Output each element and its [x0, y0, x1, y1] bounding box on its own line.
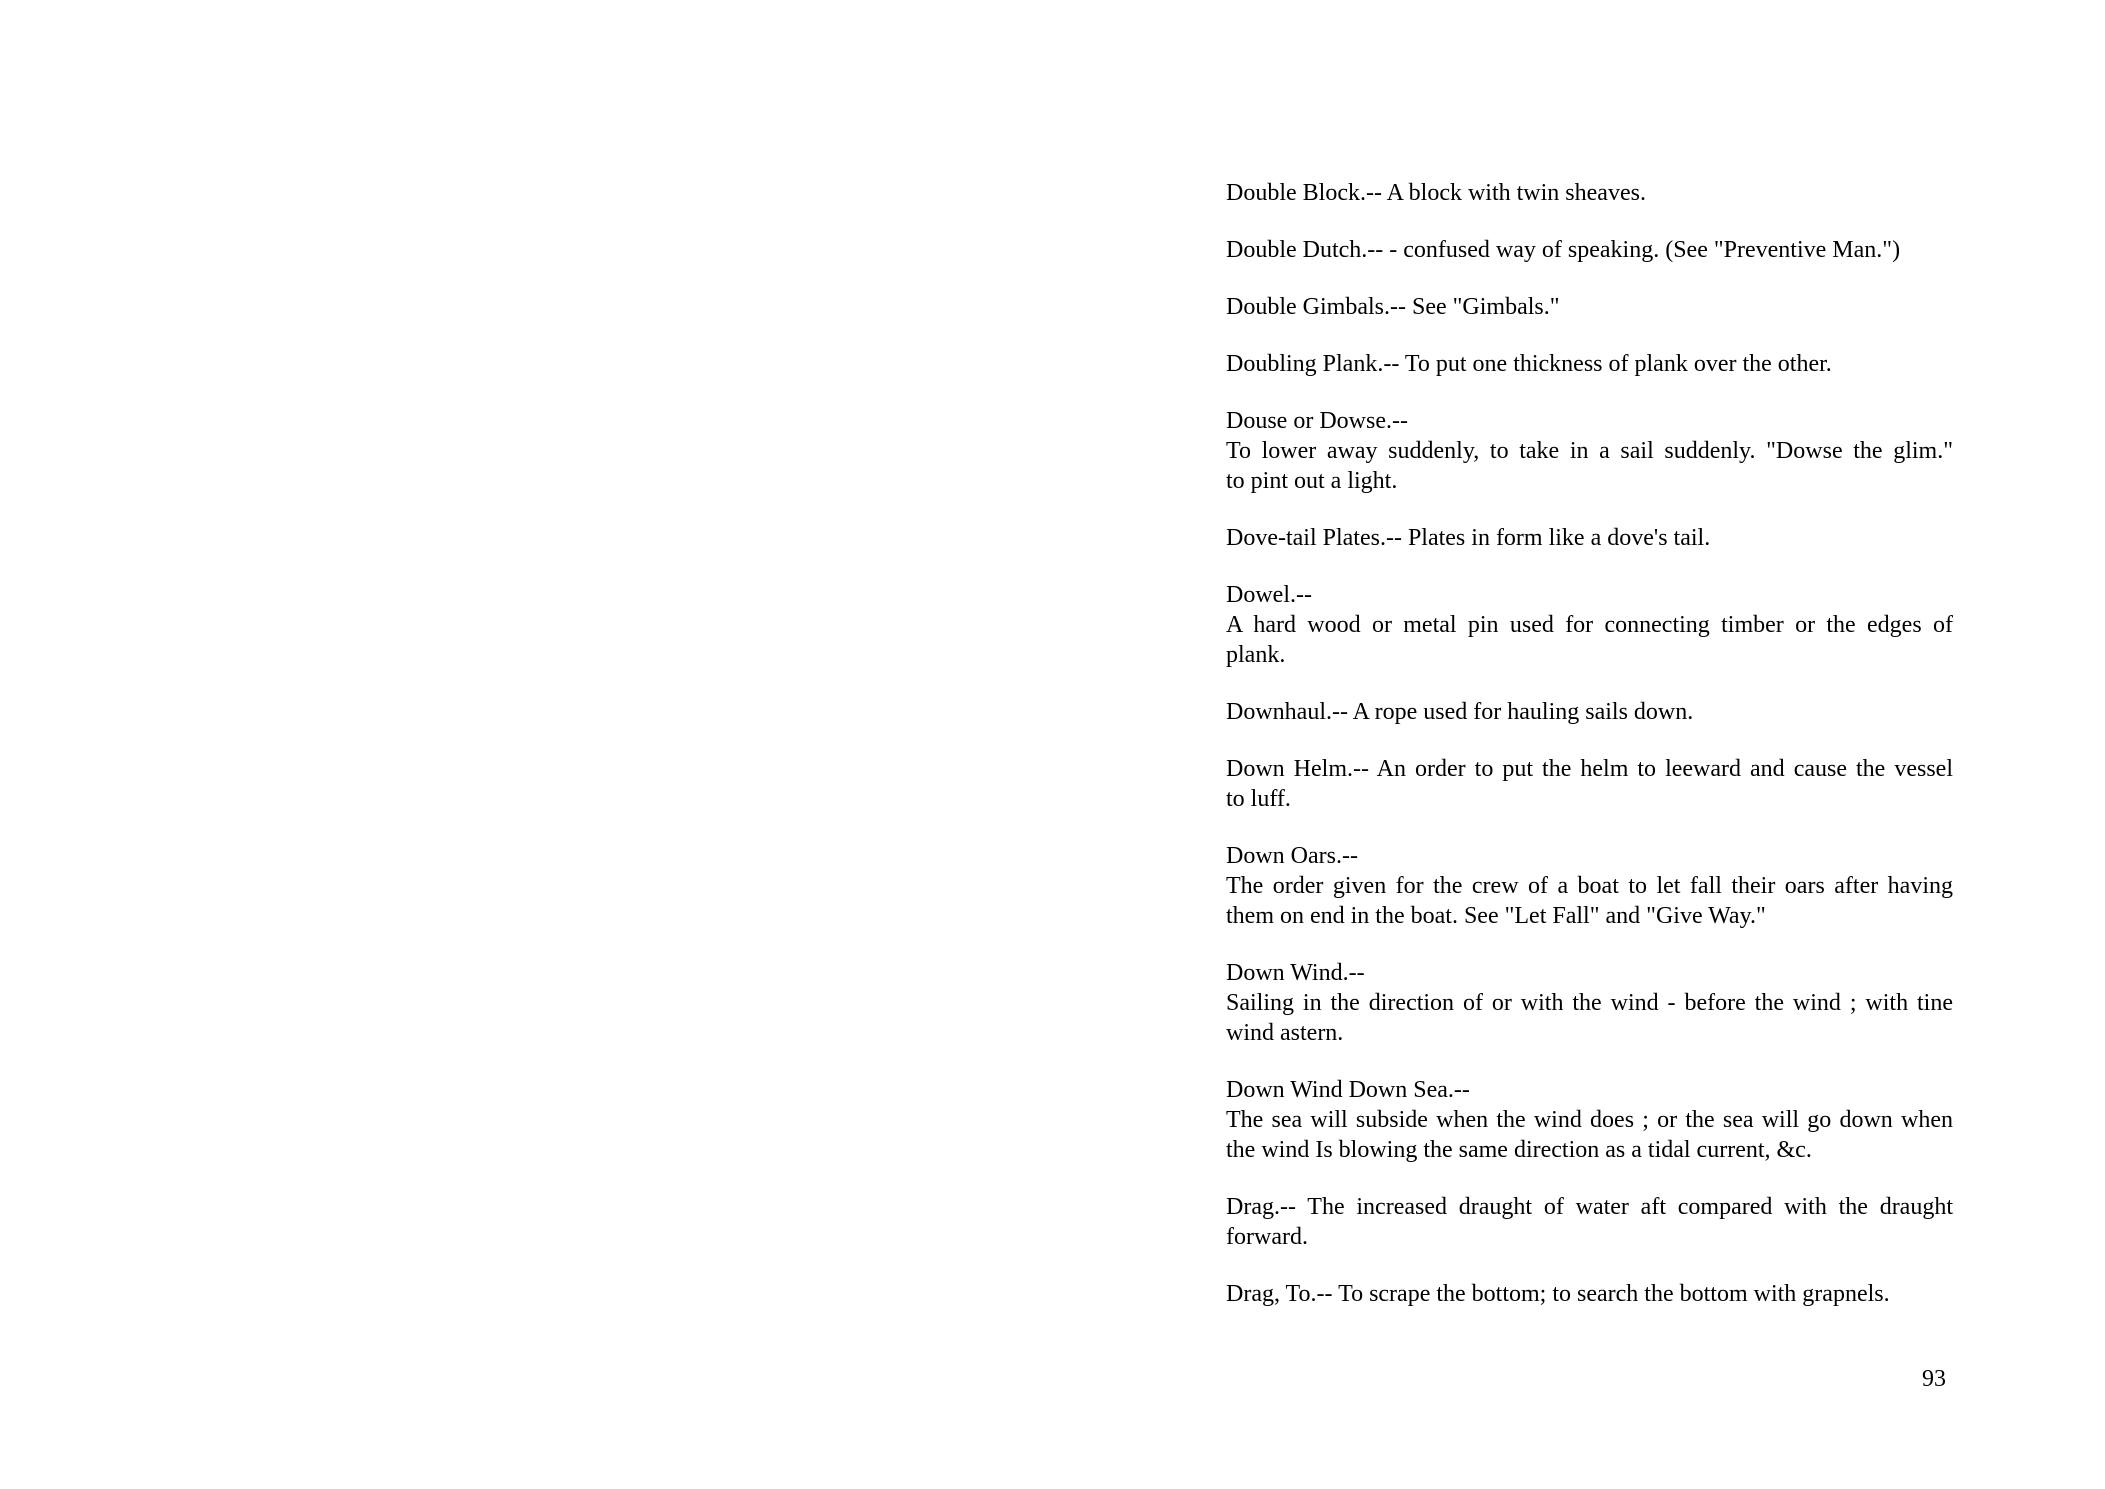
page-number: 93 [1922, 1366, 1946, 1392]
entry-line: wind astern. [1226, 1020, 1344, 1046]
entry-line: Dove-tail Plates.-- Plates in form like a dove's tail. [1226, 525, 1711, 551]
entry-line: Double Block.-- A block with twin sheaves. [1226, 180, 1646, 206]
glossary-entry-drag [1226, 1192, 1953, 1252]
glossary-entry-douse-or-dowse [1226, 406, 1953, 496]
entry-line: The sea will subside when the wind does ; or the sea will go down when [1226, 1107, 1953, 1133]
entry-line: Sailing in the direction of or with the wind - before the wind ; with tine [1226, 990, 1953, 1016]
entry-line: Double Gimbals.-- See "Gimbals." [1226, 294, 1560, 320]
entry-term-line: Down Oars.-- [1226, 843, 1358, 869]
entry-line: Down Helm.-- An order to put the helm to leeward and cause the vessel [1226, 756, 1953, 782]
entry-line: Drag, To.-- To scrape the bottom; to search the bottom with grapnels. [1226, 1281, 1890, 1307]
entry-line: to luff. [1226, 786, 1291, 812]
entry-term-line: Dowel.-- [1226, 582, 1312, 608]
entry-line: Double Dutch.-- - confused way of speaking. (See "Preventive Man.") [1226, 237, 1901, 263]
entry-line: the wind Is blowing the same direction as a tidal current, &c. [1226, 1137, 1812, 1163]
glossary-entry-down-wind-down-sea [1226, 1075, 1953, 1165]
glossary-entry-drag-to [1226, 1279, 1953, 1309]
entry-term-line: Douse or Dowse.-- [1226, 408, 1408, 434]
entry-line: plank. [1226, 642, 1286, 668]
entry-line: them on end in the boat. See "Let Fall" and "Give Way." [1226, 903, 1766, 929]
entry-line: forward. [1226, 1224, 1308, 1250]
glossary-entry-down-helm [1226, 754, 1953, 814]
glossary-entry-down-oars [1226, 841, 1953, 931]
glossary-entry-double-gimbals [1226, 292, 1953, 322]
entry-line: To lower away suddenly, to take in a sail suddenly. "Dowse the glim." [1226, 438, 1953, 464]
glossary-entry-dowel [1226, 580, 1953, 670]
entry-term-line: Down Wind.-- [1226, 960, 1365, 986]
glossary-entry-double-dutch [1226, 235, 1953, 265]
glossary-entry-down-wind [1226, 958, 1953, 1048]
glossary-column [1226, 178, 1953, 1309]
glossary-entry-dove-tail-plates [1226, 523, 1953, 553]
glossary-entry-downhaul [1226, 697, 1953, 727]
glossary-entry-doubling-plank [1226, 349, 1953, 379]
entry-line: Drag.-- The increased draught of water aft compared with the draught [1226, 1194, 1953, 1220]
entry-line: A hard wood or metal pin used for connecting timber or the edges of [1226, 612, 1953, 638]
glossary-entry-double-block [1226, 178, 1953, 208]
entry-line: The order given for the crew of a boat to let fall their oars after having [1226, 873, 1953, 899]
entry-line: to pint out a light. [1226, 468, 1398, 494]
entry-line: Doubling Plank.-- To put one thickness of plank over the other. [1226, 351, 1832, 377]
entry-term-line: Down Wind Down Sea.-- [1226, 1077, 1470, 1103]
entry-line: Downhaul.-- A rope used for hauling sails down. [1226, 699, 1694, 725]
